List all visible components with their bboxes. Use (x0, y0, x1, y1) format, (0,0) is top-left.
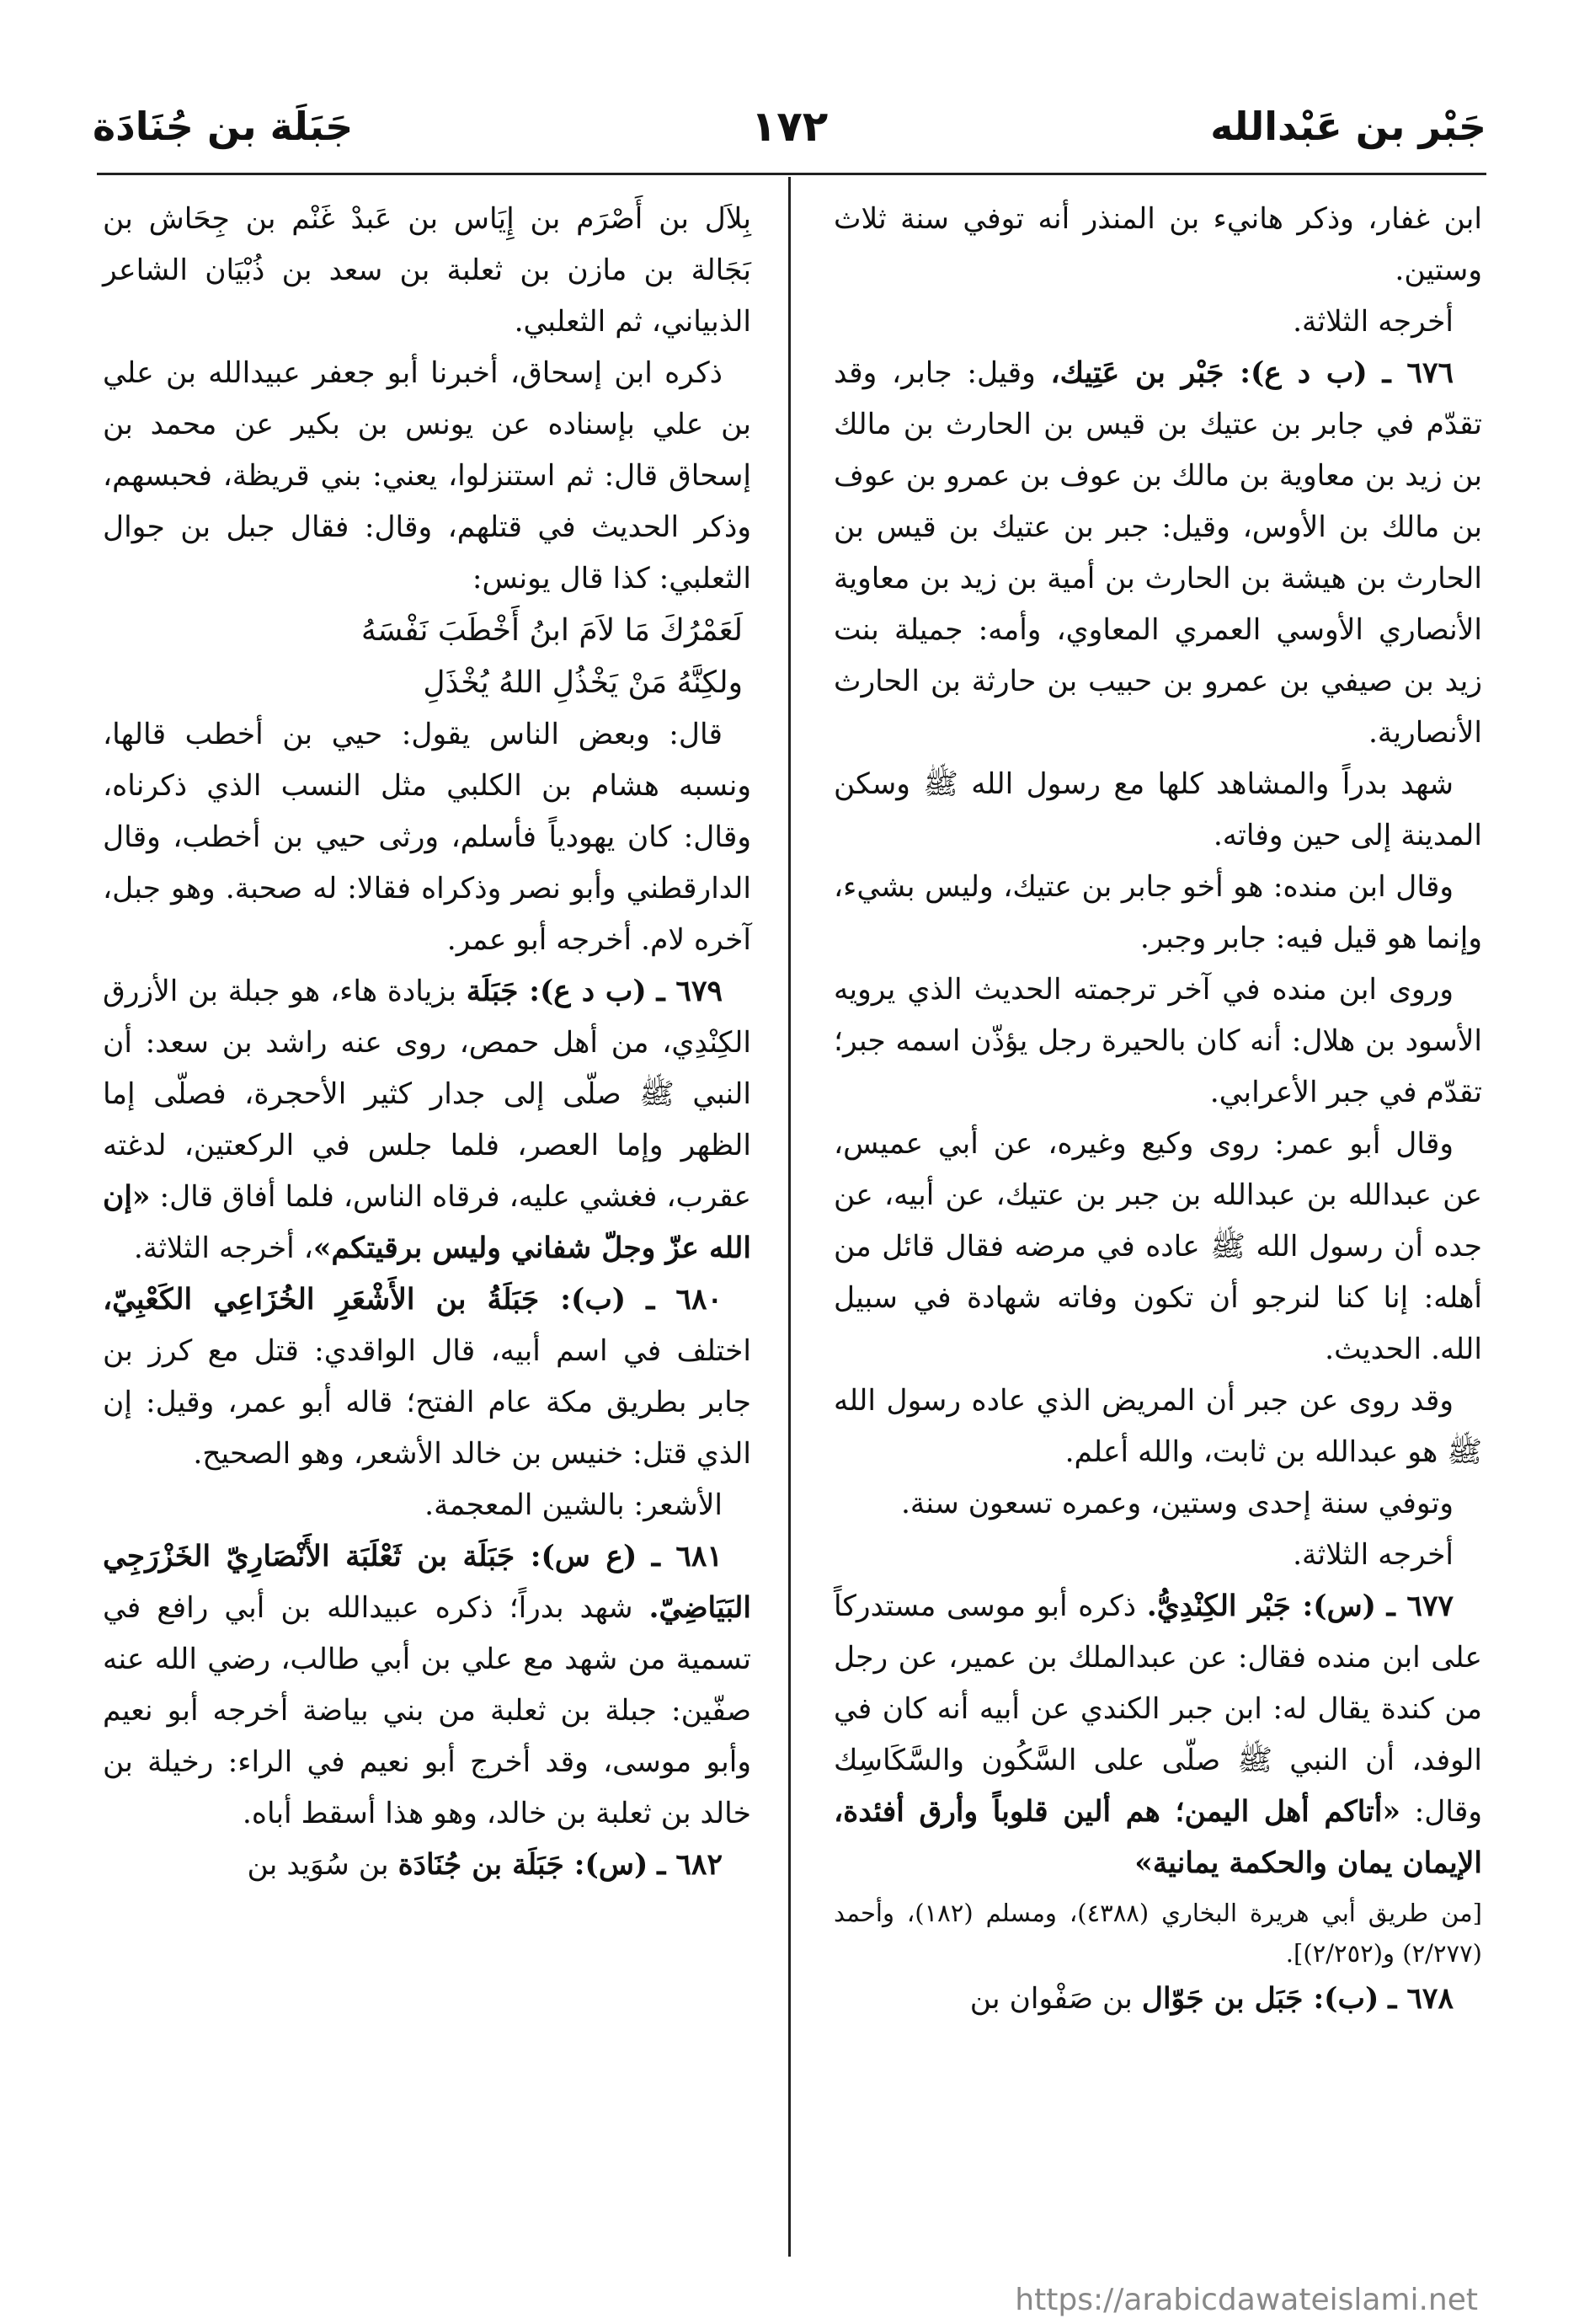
hadith-quote: «أتاكم أهل اليمن؛ هم ألين قلوباً وأرق أفئدة، الإيمان يمان والحكمة يمانية» (834, 1795, 1482, 1880)
entry-text-end: ، أخرجه الثلاثة. (133, 1231, 313, 1265)
poetry-verse-1 (103, 605, 751, 657)
right-column (834, 194, 1482, 2025)
paragraph: وقال أبو عمر: روى وكيع وغيره، عن أبي عميس، عن عبدالله بن عبدالله بن جبر بن عتيك، عن أبيه، عن جده أن رسول الله ﷺ عاده في مرضه فقال قائل من أهله: إنا كنا لنرجو أن تكون وفاته شهادة في سبيل الله. الحديث. (834, 1127, 1482, 1366)
hadith-quote: «إن الله عزّ وجلّ شفاني وليس برقيتكم» (103, 1180, 751, 1265)
entry-number: ٦٧٦ ـ (1382, 356, 1454, 390)
entry-number: ٦٨١ ـ (651, 1540, 723, 1573)
entry-677 (834, 1581, 1482, 1889)
entry-text: اختلف في اسم أبيه، قال الواقدي: قتل مع كرز بن جابر بطريق مكة عام الفتح؛ قاله أبو عمر، وقيل: إن الذي قتل: خنيس بن خالد الأشعر، وهو الصحيح. (103, 1334, 751, 1471)
paragraph: وقال ابن منده: هو أخو جابر بن عتيك، وليس بشيء، وإنما هو قيل فيه: جابر وجبر. (834, 870, 1482, 955)
entry-number: ٦٨٠ ـ (646, 1283, 723, 1317)
paragraph: الأشعر: بالشين المعجمة. (424, 1488, 723, 1522)
entry-heading: (ب د ع): جَبْر بن عَتِيك، (1050, 356, 1368, 390)
paragraph: شهد بدراً والمشاهد كلها مع رسول الله ﷺ وسكن المدينة إلى حين وفاته. (834, 767, 1482, 852)
entry-text: ذكره أبو موسى مستدركاً على ابن منده فقال: عن عبدالملك بن عمير، عن رجل من كندة يقال له: ابن جبر الكندي عن أبيه أنه كان في الوفد، أن النبي ﷺ صلّى على السَّكُون والسَّكَاسِك وقال: (834, 1589, 1483, 1829)
entry-682 (103, 1840, 751, 1891)
entry-680 (103, 1274, 751, 1480)
entry-681 (103, 1531, 751, 1840)
entry-676 (834, 348, 1482, 759)
entry-678 (834, 1974, 1482, 2025)
column-separator (788, 177, 791, 2257)
entry-heading: (س): جَبَلَة بن جُنَادَة (397, 1848, 648, 1882)
entry-heading: (ع س): جَبَلَة بن ثَعْلَبَة الأَنْصَارِيّ الخَزْرَجِي البَيَاضِيّ. (103, 1540, 751, 1625)
entry-text: شهد بدراً؛ ذكره عبيدالله بن أبي رافع في تسمية من شهد مع علي بن أبي طالب، رضي الله عنه صفّين: جبلة بن ثعلبة من بني بياضة أخرجه أبو نعيم وأبو موسى، وقد أخرج أبو نعيم في الراء: رخيلة بن خالد بن ثعلبة بن خالد، وهو هذا أسقط أباه. (103, 1591, 751, 1830)
verse-hemistich: ولكِنَّهُ مَنْ يَخْذُلِ اللهُ يُخْذَلِ (423, 665, 743, 700)
entry-text: وقيل: جابر، وقد تقدّم في جابر بن عتيك بن قيس بن الحارث بن مالك بن زيد بن معاوية بن مالك بن عوف بن عمرو بن عوف بن مالك بن الأوس، وقيل: جبر بن عتيك بن قيس بن الحارث بن هيشة بن الحارث بن أمية بن زيد بن معاوية الأنصاري الأوسي العمري المعاوي، وأمه: جميلة بنت زيد بن صيفي بن عمرو بن حبيب بن حارثة بن الحارث الأنصارية. (834, 356, 1482, 750)
paragraph: أخرجه الثلاثة. (1293, 305, 1454, 339)
entry-heading: (س): جَبْر الكِنْدِيُّ. (1146, 1589, 1377, 1623)
paragraph: وتوفي سنة إحدى وستين، وعمره تسعون سنة. (900, 1487, 1454, 1520)
paragraph: قال: وبعض الناس يقول: حيي بن أخطب قالها، ونسبه هشام بن الكلبي مثل النسب الذي ذكرناه، وقال: كان يهودياً فأسلم، ورثى حيي بن أخطب، وقال الدارقطني وأبو نصر وذكراه فقالا: له صحبة. وهو جبل، آخره لام. أخرجه أبو عمر. (103, 718, 751, 957)
verse-hemistich: لَعَمْرُكَ مَا لاَمَ ابنُ أَخْطَبَ نَفْسَهُ (360, 613, 743, 648)
paragraph: ابن غفار، وذكر هانيء بن المنذر أنه توفي سنة ثلاث وستين. (834, 202, 1482, 287)
entry-text: بن صَفْوان بن (969, 1982, 1133, 2016)
left-column (103, 194, 751, 1891)
running-title-left: جَبَلَة بن جُنَادَة (93, 104, 354, 149)
page-header (93, 93, 1486, 160)
paragraph: بِلاَل بن أَصْرَم بن إِيَاس بن عَبدْ غَنْم بن جِحَاش بن بَجَالة بن مازن بن ثعلبة بن سعد بن ذُبْيَان الشاعر الذبياني، ثم الثعلبي. (103, 202, 751, 339)
entry-number: ٦٧٨ ـ (1388, 1982, 1454, 2016)
entry-text: بن سُوَيد بن (247, 1848, 389, 1882)
watermark-url: https://arabicdawateislami.net (1015, 2283, 1478, 2317)
header-rule (97, 173, 1486, 175)
paragraph: وقد روى عن جبر أن المريض الذي عاده رسول الله ﷺ هو عبدالله بن ثابت، والله أعلم. (834, 1384, 1482, 1469)
entry-679 (103, 966, 751, 1274)
footnote-reference: [من طريق أبي هريرة البخاري (٤٣٨٨)، ومسلم (١٨٢)، وأحمد (٢/٢٧٧) و(٢/٢٥٢)]. (834, 1899, 1482, 1968)
entry-number: ٦٨٢ ـ (657, 1848, 723, 1882)
entry-heading: (ب): جَبَلَةُ بن الأَشْعَرِ الخُزَاعِي الكَعْبِيّ، (103, 1283, 627, 1317)
entry-heading: (ب): جَبَل بن جَوّال (1141, 1982, 1379, 2016)
paragraph: ذكره ابن إسحاق، أخبرنا أبو جعفر عبيدالله بن علي بن علي بإسناده عن يونس بن بكير عن محمد بن إسحاق قال: ثم استنزلوا، يعني: بني قريظة، فحبسهم، وذكر الحديث في قتلهم، وقال: فقال جبل بن جوال الثعلبي: كذا قال يونس: (103, 356, 751, 596)
page-number: ١٧٢ (750, 102, 829, 151)
entry-number: ٦٧٩ ـ (656, 975, 723, 1008)
entry-heading: (ب د ع): جَبَلَة (466, 975, 647, 1008)
paragraph: وروى ابن منده في آخر ترجمته الحديث الذي يرويه الأسود بن هلال: أنه كان بالحيرة رجل يؤذّن اسمه جبر؛ تقدّم في جبر الأعرابي. (834, 973, 1482, 1109)
entry-text: بزيادة هاء، هو جبلة بن الأزرق الكِنْدِي، من أهل حمص، روى عنه راشد بن سعد: أن النبي ﷺ صلّى إلى جدار كثير الأحجرة، فصلّى إما الظهر وإما العصر، فلما جلس في الركعتين، لدغته عقرب، فغشي عليه، فرقاه الناس، فلما أفاق قال: (103, 975, 752, 1214)
running-title-right: جَبْر بن عَبْدالله (1210, 104, 1486, 149)
poetry-verse-2 (103, 657, 751, 709)
entry-number: ٦٧٧ ـ (1386, 1589, 1454, 1623)
paragraph: أخرجه الثلاثة. (1293, 1538, 1454, 1572)
